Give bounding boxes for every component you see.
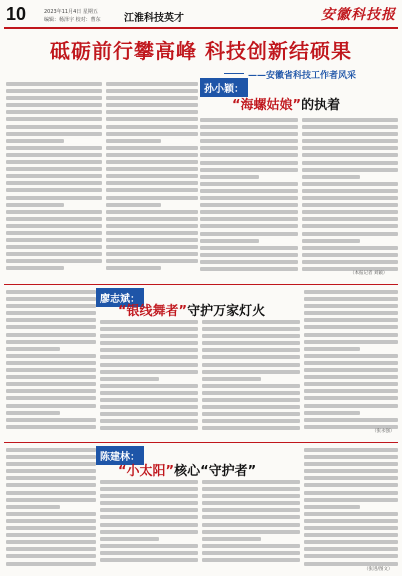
body-text-line [6,562,96,566]
body-text-line [302,224,398,228]
body-text-line [202,426,300,430]
body-text-line [304,547,398,551]
story-1-tag: 孙小颖： [200,78,248,97]
body-text-line [200,224,298,228]
body-text-line [6,117,102,121]
body-text-line [6,224,102,228]
body-text-line [202,480,300,484]
body-text-line [304,554,398,558]
body-text-line [6,512,96,516]
body-text-line [6,290,96,294]
body-text-line [106,110,198,114]
body-text-line [106,238,198,242]
body-text-line [202,419,300,423]
story-1-column-1 [6,82,102,278]
body-text-line [6,325,96,329]
body-text-line [6,318,96,322]
story-2-column-2 [100,320,198,436]
body-text-line [202,377,261,381]
body-text-line [304,333,398,337]
body-text-line [302,210,398,214]
body-text-line [6,304,96,308]
body-text-line [202,544,300,548]
body-text-line [304,347,360,351]
body-text-line [202,384,300,388]
story-2-title-quote: “银线舞者” [118,304,188,319]
body-text-line [6,519,96,523]
body-text-line [302,189,398,193]
body-text-line [100,419,198,423]
body-text-line [6,103,102,107]
body-text-line [304,340,398,344]
body-text-line [6,554,96,558]
body-text-line [302,232,398,236]
story-3-tag: 陈建林： [96,446,144,465]
body-text-line [304,325,398,329]
body-text-line [6,167,102,171]
body-text-line [302,139,398,143]
body-text-line [106,160,198,164]
body-text-line [100,494,198,498]
story-3-column-4 [304,448,398,570]
body-text-line [6,146,102,150]
subhead-rule [224,73,244,74]
story-1-title-tail: 的执着 [301,98,341,113]
body-text-line [200,125,298,129]
body-text-line [106,139,161,143]
body-text-line [302,146,398,150]
body-text-line [6,125,102,129]
body-text-line [202,501,300,505]
body-text-line [6,139,64,143]
body-text-line [304,505,360,509]
body-text-line [100,537,159,541]
body-text-line [202,334,300,338]
body-text-line [304,483,398,487]
body-text-line [302,260,398,264]
body-text-line [6,110,102,114]
body-text-line [6,311,96,315]
body-text-line [6,181,102,185]
body-text-line [106,217,198,221]
body-text-line [6,505,60,509]
body-text-line [6,231,102,235]
body-text-line [106,259,198,263]
body-text-line [304,297,398,301]
body-text-line [202,530,300,534]
story-1-column-3 [200,118,298,278]
body-text-line [6,418,96,422]
story-3-title-tail: 核心“守护者” [174,464,257,479]
body-text-line [202,341,300,345]
body-text-line [202,355,300,359]
story-1-signature: （本报记者 刘颖） [350,271,388,276]
body-text-line [100,327,198,331]
body-text-line [6,238,102,242]
body-text-line [100,320,198,324]
body-text-line [6,540,96,544]
body-text-line [106,117,198,121]
body-text-line [6,382,96,386]
body-text-line [6,96,102,100]
body-text-line [100,480,198,484]
story-2-column-4 [304,290,398,436]
body-text-line [302,182,398,186]
body-text-line [304,396,398,400]
body-text-line [304,404,398,408]
body-text-line [6,469,96,473]
body-text-line [200,132,298,136]
story-3-signature: （张进/图文） [364,567,393,572]
body-text-line [202,487,300,491]
body-text-line [100,370,198,374]
body-text-line [302,203,398,207]
body-text-line [6,396,96,400]
body-text-line [304,382,398,386]
body-text-line [302,161,398,165]
story-2-title [118,300,265,319]
body-text-line [100,334,198,338]
body-text-line [6,266,64,270]
body-text-line [200,153,298,157]
body-text-line [304,354,398,358]
body-text-line [200,203,298,207]
body-text-line [6,160,102,164]
body-text-line [202,494,300,498]
body-text-line [106,231,198,235]
body-text-line [200,175,259,179]
body-text-line [6,333,96,337]
body-text-line [200,196,298,200]
body-text-line [106,153,198,157]
body-text-line [304,389,398,393]
section-title: 江淮科技英才 [124,13,184,24]
body-text-line [100,355,198,359]
body-text-line [100,412,198,416]
body-text-line [302,153,398,157]
body-text-line [106,167,198,171]
body-text-line [100,508,198,512]
body-text-line [304,498,398,502]
story-2-column-1 [6,290,96,436]
story-3-column-3 [202,480,300,570]
body-text-line [100,544,198,548]
body-text-line [106,146,198,150]
body-text-line [106,82,198,86]
body-text-line [6,188,102,192]
body-text-line [200,267,298,271]
body-text-line [100,377,159,381]
main-subhead: ——安徽省科技工作者风采 [248,71,357,81]
body-text-line [106,245,198,249]
body-text-line [100,405,198,409]
body-text-line [202,405,300,409]
body-text-line [100,501,198,505]
body-text-line [6,425,96,429]
body-text-line [100,398,198,402]
body-text-line [6,404,96,408]
body-text-line [304,469,398,473]
body-text-line [100,363,198,367]
body-text-line [200,182,298,186]
body-text-line [304,540,398,544]
body-text-line [100,530,198,534]
body-text-line [304,512,398,516]
separator-1 [4,284,398,285]
body-text-line [304,519,398,523]
body-text-line [304,375,398,379]
story-1-column-2 [106,82,198,278]
body-text-line [106,96,198,100]
body-text-line [304,311,398,315]
body-text-line [6,153,102,157]
body-text-line [202,391,300,395]
story-2-tag: 廖志斌： [96,288,144,307]
body-text-line [200,246,298,250]
body-text-line [200,146,298,150]
body-text-line [6,196,102,200]
body-text-line [100,551,198,555]
body-text-line [200,118,298,122]
body-text-line [302,118,398,122]
body-text-line [6,217,102,221]
body-text-line [202,551,300,555]
story-3-column-2 [100,480,198,570]
body-text-line [6,375,96,379]
body-text-line [6,132,102,136]
body-text-line [200,239,259,243]
body-text-line [200,189,298,193]
body-text-line [200,210,298,214]
body-text-line [202,558,300,562]
body-text-line [6,297,96,301]
body-text-line [304,491,398,495]
body-text-line [106,266,161,270]
body-text-line [6,340,96,344]
body-text-line [6,476,96,480]
body-text-line [6,448,96,452]
body-text-line [106,125,198,129]
body-text-line [304,290,398,294]
page-number: 10 [6,4,27,24]
body-text-line [100,348,198,352]
body-text-line [6,82,102,86]
body-text-line [106,132,198,136]
body-text-line [302,196,398,200]
body-text-line [6,455,96,459]
main-headline: 砥砺前行攀高峰 科技创新结硕果 [50,39,352,63]
body-text-line [202,508,300,512]
body-text-line [106,181,198,185]
body-text-line [6,368,96,372]
body-text-line [304,318,398,322]
body-text-line [302,253,398,257]
editor-credits: 编辑：杨泽宇 校对：曹东 [44,17,101,23]
body-text-line [302,168,398,172]
story-3-title [118,460,256,479]
body-text-line [106,252,198,256]
body-text-line [106,203,161,207]
body-text-line [202,327,300,331]
story-2-title-tail: 守护万家灯火 [187,304,266,319]
story-2-column-3 [202,320,300,436]
body-text-line [100,426,198,430]
body-text-line [302,132,398,136]
story-3-column-1 [6,448,96,570]
body-text-line [6,245,102,249]
body-text-line [304,368,398,372]
body-text-line [302,239,360,243]
separator-2 [4,442,398,443]
body-text-line [6,498,96,502]
body-text-line [6,361,96,365]
body-text-line [202,398,300,402]
body-text-line [106,89,198,93]
story-1-column-4 [302,118,398,278]
body-text-line [106,210,198,214]
story-2-signature: （张永强） [372,429,395,434]
body-text-line [302,217,398,221]
body-text-line [202,515,300,519]
body-text-line [200,253,298,257]
body-text-line [304,411,360,415]
body-text-line [304,562,398,566]
body-text-line [6,533,96,537]
body-text-line [6,354,96,358]
body-text-line [6,483,96,487]
body-text-line [6,203,64,207]
story-1-title-quote: “海螺姑娘” [232,98,302,113]
body-text-line [304,533,398,537]
body-text-line [100,487,198,491]
body-text-line [6,347,60,351]
body-text-line [6,411,60,415]
body-text-line [304,448,398,452]
body-text-line [302,246,398,250]
body-text-line [304,462,398,466]
body-text-line [6,547,96,551]
newspaper-logo: 安徽科技报 [321,7,396,23]
body-text-line [304,418,398,422]
body-text-line [100,558,198,562]
body-text-line [100,391,198,395]
body-text-line [200,260,298,264]
body-text-line [6,389,96,393]
body-text-line [200,217,298,221]
body-text-line [302,125,398,129]
story-3-title-quote: “小太阳” [118,464,175,479]
body-text-line [302,175,360,179]
body-text-line [6,252,102,256]
body-text-line [106,103,198,107]
body-text-line [100,341,198,345]
body-text-line [106,196,198,200]
body-text-line [202,370,300,374]
body-text-line [6,89,102,93]
body-text-line [202,412,300,416]
body-text-line [6,174,102,178]
body-text-line [304,304,398,308]
body-text-line [100,515,198,519]
body-text-line [304,455,398,459]
body-text-line [200,168,298,172]
body-text-line [200,232,298,236]
body-text-line [304,361,398,365]
body-text-line [202,523,300,527]
body-text-line [100,384,198,388]
body-text-line [106,224,198,228]
body-text-line [6,210,102,214]
body-text-line [202,537,261,541]
body-text-line [304,526,398,530]
page-header [4,3,398,29]
body-text-line [6,526,96,530]
body-text-line [100,523,198,527]
body-text-line [304,476,398,480]
issue-date: 2023年11月4日 星期五 [44,9,98,15]
body-text-line [202,320,300,324]
body-text-line [6,462,96,466]
body-text-line [200,161,298,165]
body-text-line [6,259,102,263]
body-text-line [106,174,198,178]
body-text-line [200,139,298,143]
body-text-line [202,348,300,352]
story-1-title [232,94,340,113]
body-text-line [6,491,96,495]
body-text-line [202,363,300,367]
body-text-line [106,188,198,192]
